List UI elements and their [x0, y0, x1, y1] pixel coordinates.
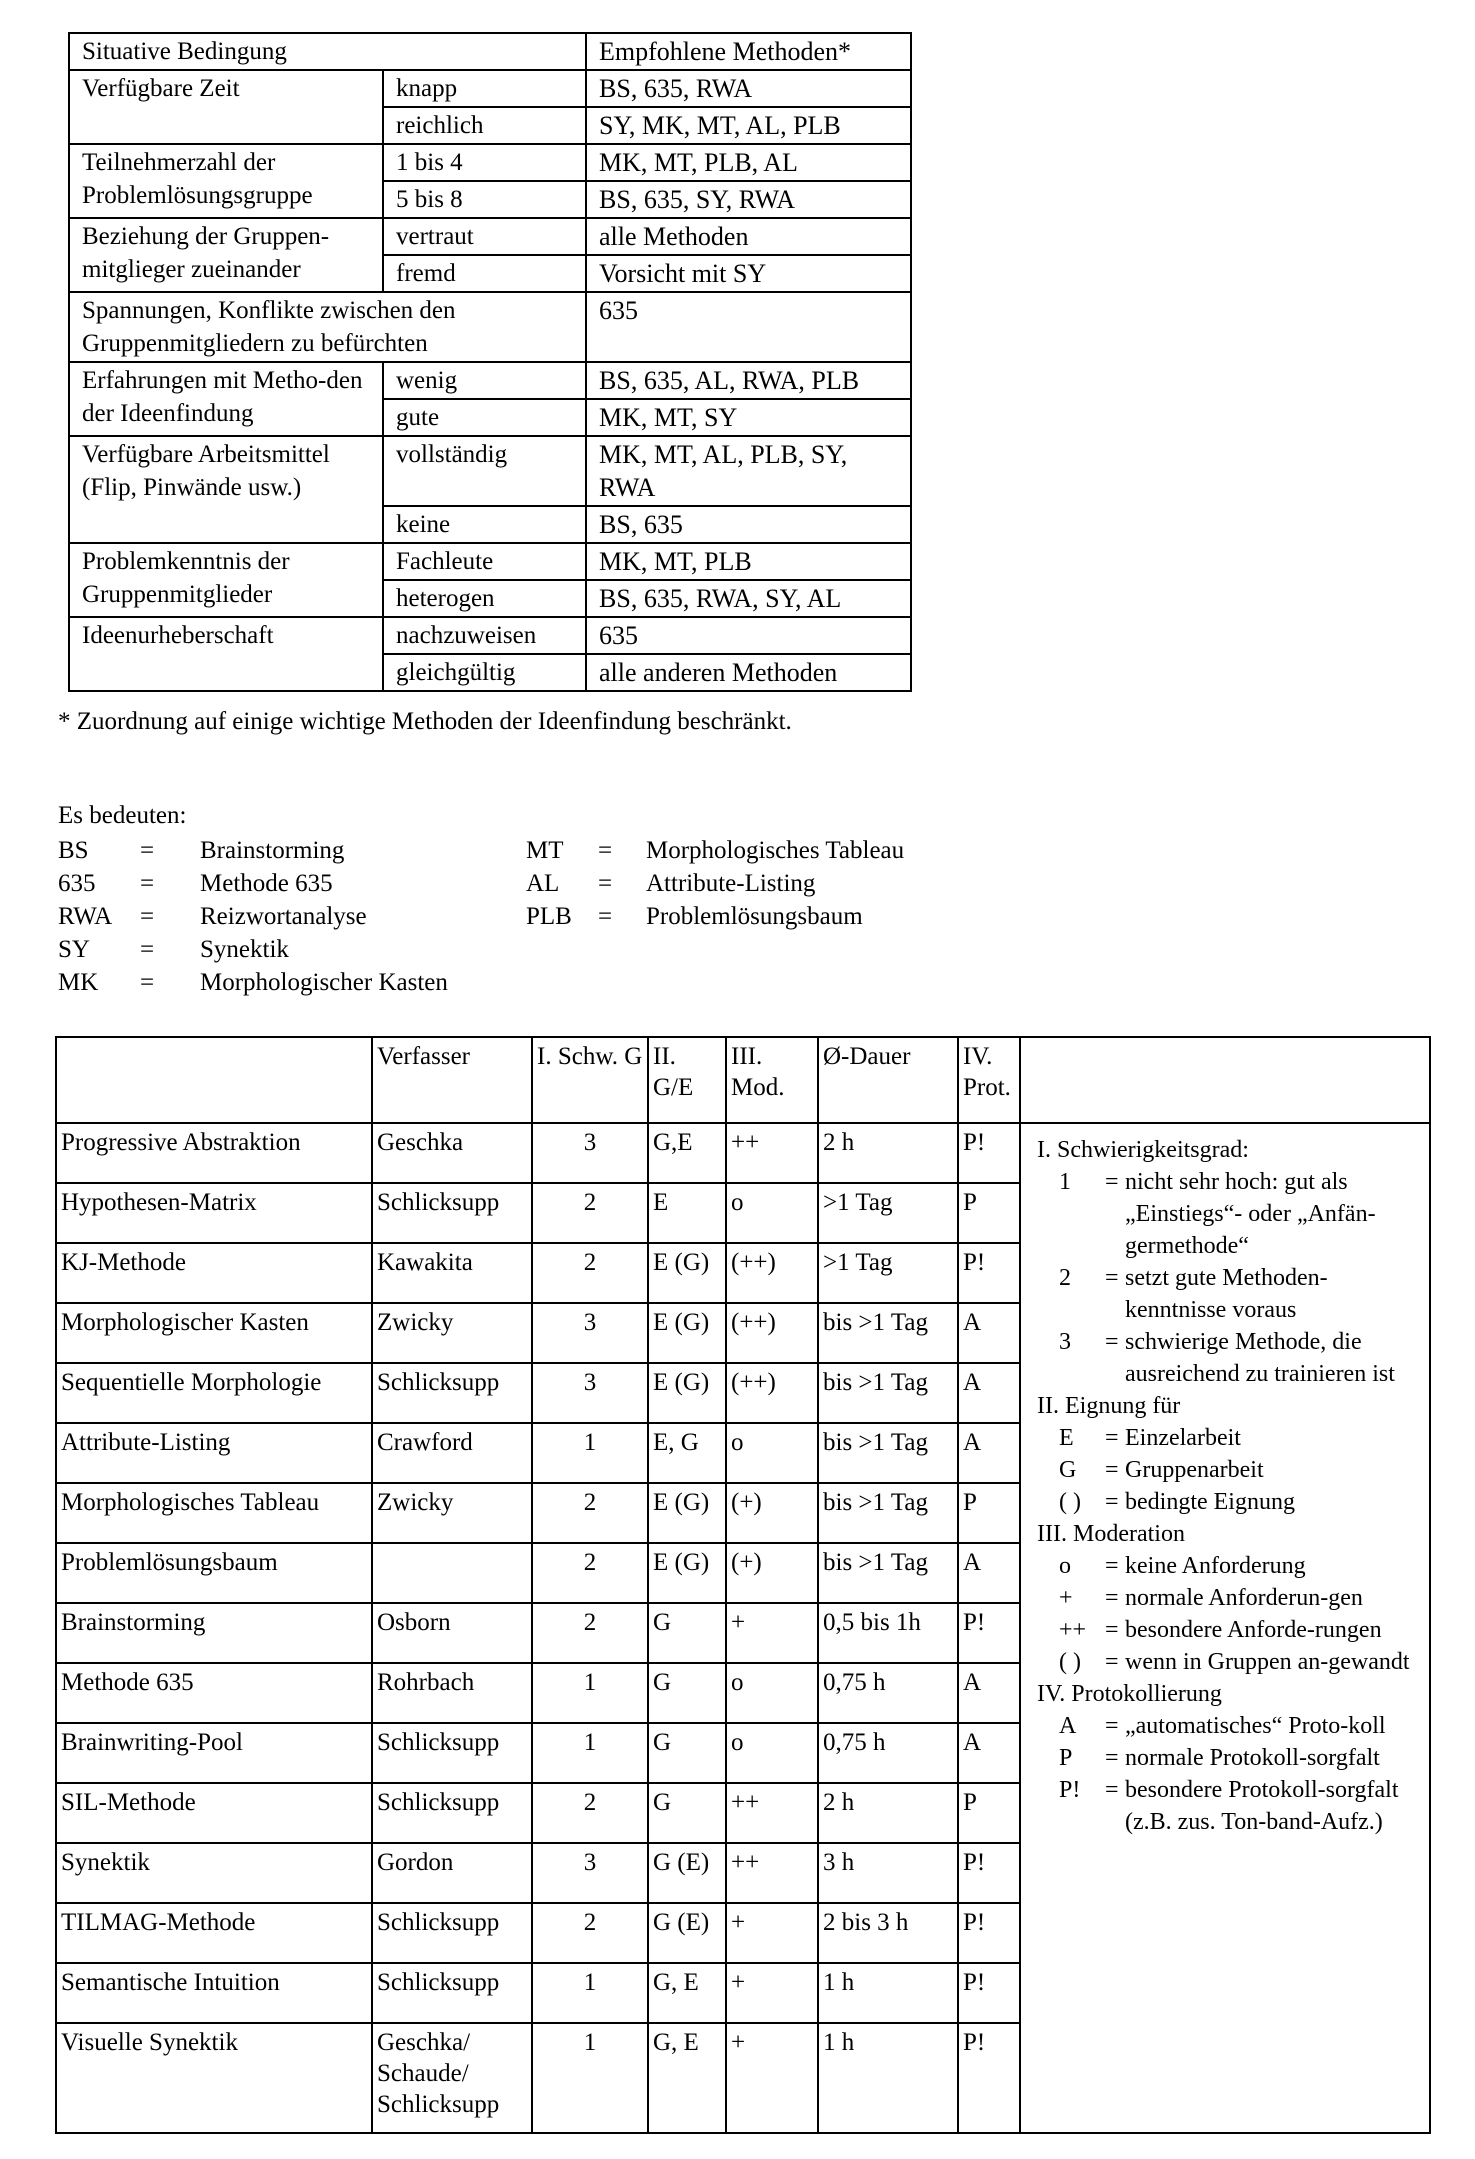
condition-cell: Spannungen, Konflikte zwischen den Gruppenmitgliedern zu befürchten: [69, 292, 586, 362]
author-cell: Zwicky: [372, 1483, 532, 1543]
methods-cell: BS, 635: [586, 506, 911, 543]
subcondition-cell: vollständig: [383, 436, 586, 506]
subcondition-cell: 5 bis 8: [383, 181, 586, 218]
author-cell: Rohrbach: [372, 1663, 532, 1723]
legend-equals: =: [140, 870, 155, 897]
key-item: [1037, 1454, 1421, 1486]
method-cell: Morphologisches Tableau: [56, 1483, 372, 1543]
legend-item: [526, 900, 904, 933]
difficulty-cell: 1: [532, 1723, 648, 1783]
suitability-cell: E (G): [648, 1243, 726, 1303]
key-symbol: P: [1059, 1745, 1073, 1771]
legend-name: Synektik: [200, 936, 289, 963]
suitability-cell: G: [648, 1783, 726, 1843]
key-symbol: +: [1059, 1585, 1073, 1611]
protocol-cell: A: [958, 1423, 1020, 1483]
key-item: [1037, 1550, 1421, 1582]
key-equals: =: [1105, 1713, 1119, 1739]
moderation-cell: (++): [726, 1303, 818, 1363]
difficulty-cell: 2: [532, 1903, 648, 1963]
protocol-cell: P!: [958, 1243, 1020, 1303]
subcondition-cell: vertraut: [383, 218, 586, 255]
condition-cell: Erfahrungen mit Metho-den der Ideenfindung: [69, 362, 383, 436]
protocol-cell: P: [958, 1483, 1020, 1543]
moderation-cell: ++: [726, 1123, 818, 1183]
author-cell: Schlicksupp: [372, 1183, 532, 1243]
subcondition-cell: nachzuweisen: [383, 617, 586, 654]
methods-cell: BS, 635, SY, RWA: [586, 181, 911, 218]
key-symbol: ++: [1059, 1617, 1087, 1643]
suitability-cell: E: [648, 1183, 726, 1243]
legend-name: Methode 635: [200, 870, 333, 897]
key-symbol: P!: [1059, 1777, 1081, 1803]
suitability-cell: E (G): [648, 1363, 726, 1423]
key-section-title: I. Schwierigkeitsgrad:: [1037, 1137, 1249, 1163]
header-suitability: II. G/E: [648, 1037, 726, 1123]
condition-cell: Ideenurheberschaft: [69, 617, 383, 691]
method-cell: Sequentielle Morphologie: [56, 1363, 372, 1423]
legend-name: Problemlösungsbaum: [646, 903, 863, 930]
moderation-cell: ++: [726, 1843, 818, 1903]
duration-cell: >1 Tag: [818, 1243, 958, 1303]
key-equals: =: [1105, 1745, 1119, 1771]
legend-item: [58, 834, 448, 867]
legend-name: Brainstorming: [200, 837, 345, 864]
legend-equals: =: [598, 870, 613, 897]
author-cell: Gordon: [372, 1843, 532, 1903]
key-text: setzt gute Methoden-kenntnisse voraus: [1125, 1265, 1328, 1323]
key-symbol: A: [1059, 1713, 1077, 1739]
moderation-cell: ++: [726, 1783, 818, 1843]
legend-equals: =: [598, 837, 613, 864]
legend-abbr: PLB: [526, 903, 572, 930]
key-item: [1037, 1486, 1421, 1518]
moderation-cell: (+): [726, 1483, 818, 1543]
method-cell: Progressive Abstraktion: [56, 1123, 372, 1183]
table-row: [69, 436, 911, 506]
protocol-cell: P!: [958, 2023, 1020, 2133]
key-item: [1037, 1742, 1421, 1774]
suitability-cell: G, E: [648, 1963, 726, 2023]
method-cell: Brainstorming: [56, 1603, 372, 1663]
key-symbol: 1: [1059, 1169, 1071, 1195]
condition-cell: Beziehung der Gruppen-mitglieger zueinander: [69, 218, 383, 292]
duration-cell: bis >1 Tag: [818, 1303, 958, 1363]
header-method: [56, 1037, 372, 1123]
moderation-cell: o: [726, 1183, 818, 1243]
method-cell: Synektik: [56, 1843, 372, 1903]
table-row: [56, 1123, 1430, 1183]
key-item: [1037, 1614, 1421, 1646]
methods-cell: alle anderen Methoden: [586, 654, 911, 691]
author-cell: Schlicksupp: [372, 1903, 532, 1963]
table-header-row: [69, 33, 911, 70]
header-key: [1020, 1037, 1430, 1123]
method-cell: KJ-Methode: [56, 1243, 372, 1303]
subcondition-cell: Fachleute: [383, 543, 586, 580]
author-cell: Schlicksupp: [372, 1363, 532, 1423]
method-cell: Morphologischer Kasten: [56, 1303, 372, 1363]
author-cell: Schlicksupp: [372, 1963, 532, 2023]
method-cell: Hypothesen-Matrix: [56, 1183, 372, 1243]
key-equals: =: [1105, 1169, 1119, 1195]
moderation-cell: +: [726, 1963, 818, 2023]
protocol-cell: P!: [958, 1903, 1020, 1963]
key-symbol: ( ): [1059, 1649, 1081, 1675]
key-item: [1037, 1582, 1421, 1614]
table-row: [69, 362, 911, 399]
suitability-cell: G (E): [648, 1843, 726, 1903]
subcondition-cell: keine: [383, 506, 586, 543]
difficulty-cell: 1: [532, 1663, 648, 1723]
moderation-cell: o: [726, 1423, 818, 1483]
header-difficulty: I. Schw. G: [532, 1037, 648, 1123]
duration-cell: 2 h: [818, 1123, 958, 1183]
protocol-cell: A: [958, 1363, 1020, 1423]
duration-cell: 1 h: [818, 1963, 958, 2023]
protocol-cell: A: [958, 1723, 1020, 1783]
key-equals: =: [1105, 1617, 1119, 1643]
method-cell: Attribute-Listing: [56, 1423, 372, 1483]
protocol-cell: P!: [958, 1603, 1020, 1663]
methods-cell: Vorsicht mit SY: [586, 255, 911, 292]
suitability-cell: G: [648, 1723, 726, 1783]
methods-table: [55, 1036, 1431, 2134]
key-symbol: ( ): [1059, 1489, 1081, 1515]
duration-cell: bis >1 Tag: [818, 1423, 958, 1483]
moderation-cell: (++): [726, 1363, 818, 1423]
difficulty-cell: 2: [532, 1603, 648, 1663]
key-text: normale Protokoll-sorgfalt: [1125, 1745, 1380, 1771]
table-row: [69, 70, 911, 107]
legend-equals: =: [140, 969, 155, 996]
protocol-cell: P: [958, 1783, 1020, 1843]
difficulty-cell: 3: [532, 1363, 648, 1423]
key-equals: =: [1105, 1553, 1119, 1579]
key-item: [1037, 1710, 1421, 1742]
legend-abbr: RWA: [58, 903, 113, 930]
legend-item: [58, 900, 448, 933]
header-methods: Empfohlene Methoden*: [586, 33, 911, 70]
subcondition-cell: heterogen: [383, 580, 586, 617]
difficulty-cell: 2: [532, 1483, 648, 1543]
legend-key-cell: [1020, 1123, 1430, 2133]
method-cell: Visuelle Synektik: [56, 2023, 372, 2133]
legend-abbr: 635: [58, 870, 96, 897]
methods-cell: MK, MT, PLB: [586, 543, 911, 580]
suitability-cell: G: [648, 1663, 726, 1723]
key-item: [1037, 1774, 1421, 1838]
methods-cell: BS, 635, RWA, SY, AL: [586, 580, 911, 617]
author-cell: Schlicksupp: [372, 1723, 532, 1783]
key-equals: =: [1105, 1329, 1119, 1355]
key-symbol: 3: [1059, 1329, 1071, 1355]
author-cell: Geschka: [372, 1123, 532, 1183]
author-cell: Schlicksupp: [372, 1783, 532, 1843]
protocol-cell: P!: [958, 1963, 1020, 2023]
moderation-cell: +: [726, 2023, 818, 2133]
duration-cell: 3 h: [818, 1843, 958, 1903]
key-symbol: 2: [1059, 1265, 1071, 1291]
key-text: Einzelarbeit: [1125, 1425, 1241, 1451]
table-row: [69, 617, 911, 654]
key-text: schwierige Methode, die ausreichend zu trainieren ist: [1125, 1329, 1395, 1387]
difficulty-cell: 2: [532, 1183, 648, 1243]
protocol-cell: A: [958, 1303, 1020, 1363]
method-cell: Methode 635: [56, 1663, 372, 1723]
duration-cell: 0,75 h: [818, 1663, 958, 1723]
suitability-cell: G,E: [648, 1123, 726, 1183]
key-equals: =: [1105, 1489, 1119, 1515]
methods-cell: 635: [586, 292, 911, 362]
protocol-cell: A: [958, 1663, 1020, 1723]
legend-item: [526, 867, 904, 900]
legend-item: [58, 966, 448, 999]
moderation-cell: (++): [726, 1243, 818, 1303]
header-author: Verfasser: [372, 1037, 532, 1123]
key-equals: =: [1105, 1649, 1119, 1675]
moderation-cell: +: [726, 1603, 818, 1663]
duration-cell: 1 h: [818, 2023, 958, 2133]
subcondition-cell: reichlich: [383, 107, 586, 144]
legend-name: Reizwortanalyse: [200, 903, 367, 930]
key-equals: =: [1105, 1457, 1119, 1483]
methods-cell: alle Methoden: [586, 218, 911, 255]
author-cell: Kawakita: [372, 1243, 532, 1303]
suitability-cell: G: [648, 1603, 726, 1663]
difficulty-cell: 2: [532, 1783, 648, 1843]
difficulty-cell: 2: [532, 1243, 648, 1303]
legend-name: Morphologischer Kasten: [200, 969, 448, 996]
duration-cell: 0,5 bis 1h: [818, 1603, 958, 1663]
method-cell: TILMAG-Methode: [56, 1903, 372, 1963]
difficulty-cell: 3: [532, 1303, 648, 1363]
legend-abbr: AL: [526, 870, 560, 897]
legend-name: Morphologisches Tableau: [646, 837, 905, 864]
key-text: besondere Anforde-rungen: [1125, 1617, 1382, 1643]
subcondition-cell: fremd: [383, 255, 586, 292]
key-section-title: III. Moderation: [1037, 1521, 1185, 1547]
table-row: [69, 144, 911, 181]
moderation-cell: +: [726, 1903, 818, 1963]
header-duration: Ø-Dauer: [818, 1037, 958, 1123]
subcondition-cell: gute: [383, 399, 586, 436]
protocol-cell: A: [958, 1543, 1020, 1603]
table-row: [69, 292, 911, 362]
methods-cell: MK, MT, AL, PLB, SY, RWA: [586, 436, 911, 506]
legend-abbr: BS: [58, 837, 89, 864]
legend-abbr: MK: [58, 969, 99, 996]
key-section-title: IV. Protokollierung: [1037, 1681, 1222, 1707]
duration-cell: 0,75 h: [818, 1723, 958, 1783]
difficulty-cell: 1: [532, 1423, 648, 1483]
methods-cell: MK, MT, PLB, AL: [586, 144, 911, 181]
legend-item: [58, 867, 448, 900]
method-cell: SIL-Methode: [56, 1783, 372, 1843]
key-text: nicht sehr hoch: gut als „Einstiegs“- oder „Anfän-germethode“: [1125, 1169, 1376, 1259]
key-item: [1037, 1422, 1421, 1454]
legend-item: [526, 834, 904, 867]
duration-cell: >1 Tag: [818, 1183, 958, 1243]
legend-key: [1037, 1134, 1421, 1838]
method-cell: Brainwriting-Pool: [56, 1723, 372, 1783]
key-equals: =: [1105, 1265, 1119, 1291]
condition-cell: Problemkenntnis der Gruppenmitglieder: [69, 543, 383, 617]
moderation-cell: (+): [726, 1543, 818, 1603]
key-text: normale Anforderun-gen: [1125, 1585, 1363, 1611]
legend-title: Es bedeuten:: [58, 802, 187, 829]
author-cell: Crawford: [372, 1423, 532, 1483]
key-text: besondere Protokoll-sorgfalt (z.B. zus. Ton-band-Aufz.): [1125, 1777, 1399, 1835]
methods-cell: 635: [586, 617, 911, 654]
key-item: [1037, 1262, 1421, 1326]
legend-right: [526, 834, 904, 933]
suitability-cell: G, E: [648, 2023, 726, 2133]
duration-cell: bis >1 Tag: [818, 1483, 958, 1543]
subcondition-cell: 1 bis 4: [383, 144, 586, 181]
author-cell: Geschka/ Schaude/ Schlicksupp: [372, 2023, 532, 2133]
condition-cell: Verfügbare Arbeitsmittel (Flip, Pinwände usw.): [69, 436, 383, 543]
methods-cell: BS, 635, AL, RWA, PLB: [586, 362, 911, 399]
suitability-cell: E, G: [648, 1423, 726, 1483]
author-cell: [372, 1543, 532, 1603]
suitability-cell: G (E): [648, 1903, 726, 1963]
condition-cell: Teilnehmerzahl der Problemlösungsgruppe: [69, 144, 383, 218]
legend-abbr: MT: [526, 837, 564, 864]
legend-item: [58, 933, 448, 966]
difficulty-cell: 1: [532, 1963, 648, 2023]
key-item: [1037, 1166, 1421, 1262]
subcondition-cell: wenig: [383, 362, 586, 399]
legend-abbr: SY: [58, 936, 90, 963]
header-protocol: IV. Prot.: [958, 1037, 1020, 1123]
key-text: „automatisches“ Proto-koll: [1125, 1713, 1386, 1739]
author-cell: Osborn: [372, 1603, 532, 1663]
legend-equals: =: [140, 837, 155, 864]
difficulty-cell: 3: [532, 1123, 648, 1183]
protocol-cell: P!: [958, 1123, 1020, 1183]
moderation-cell: o: [726, 1723, 818, 1783]
key-section-title: II. Eignung für: [1037, 1393, 1181, 1419]
moderation-cell: o: [726, 1663, 818, 1723]
legend-equals: =: [140, 903, 155, 930]
key-equals: =: [1105, 1425, 1119, 1451]
footnote: * Zuordnung auf einige wichtige Methoden der Ideenfindung beschränkt.: [58, 708, 792, 735]
protocol-cell: P: [958, 1183, 1020, 1243]
suitability-cell: E (G): [648, 1543, 726, 1603]
methods-cell: BS, 635, RWA: [586, 70, 911, 107]
key-equals: =: [1105, 1777, 1119, 1803]
condition-cell: Verfügbare Zeit: [69, 70, 383, 144]
subcondition-cell: knapp: [383, 70, 586, 107]
suitability-cell: E (G): [648, 1483, 726, 1543]
legend-equals: =: [598, 903, 613, 930]
difficulty-cell: 3: [532, 1843, 648, 1903]
key-equals: =: [1105, 1585, 1119, 1611]
key-symbol: E: [1059, 1425, 1074, 1451]
author-cell: Zwicky: [372, 1303, 532, 1363]
methods-cell: SY, MK, MT, AL, PLB: [586, 107, 911, 144]
duration-cell: bis >1 Tag: [818, 1543, 958, 1603]
key-item: [1037, 1326, 1421, 1390]
legend-name: Attribute-Listing: [646, 870, 816, 897]
key-text: wenn in Gruppen an-gewandt: [1125, 1649, 1410, 1675]
duration-cell: bis >1 Tag: [818, 1363, 958, 1423]
protocol-cell: P!: [958, 1843, 1020, 1903]
difficulty-cell: 2: [532, 1543, 648, 1603]
key-symbol: G: [1059, 1457, 1077, 1483]
duration-cell: 2 bis 3 h: [818, 1903, 958, 1963]
header-condition: Situative Bedingung: [69, 33, 586, 70]
legend-equals: =: [140, 936, 155, 963]
method-cell: Semantische Intuition: [56, 1963, 372, 2023]
difficulty-cell: 1: [532, 2023, 648, 2133]
conditions-table: [68, 32, 912, 692]
key-symbol: o: [1059, 1553, 1071, 1579]
table-header-row: [56, 1037, 1430, 1123]
subcondition-cell: gleichgültig: [383, 654, 586, 691]
key-text: keine Anforderung: [1125, 1553, 1306, 1579]
suitability-cell: E (G): [648, 1303, 726, 1363]
key-text: bedingte Eignung: [1125, 1489, 1295, 1515]
key-item: [1037, 1646, 1421, 1678]
method-cell: Problemlösungsbaum: [56, 1543, 372, 1603]
table-row: [69, 218, 911, 255]
table-row: [69, 543, 911, 580]
duration-cell: 2 h: [818, 1783, 958, 1843]
key-text: Gruppenarbeit: [1125, 1457, 1264, 1483]
header-moderation: III. Mod.: [726, 1037, 818, 1123]
legend-left: [58, 834, 448, 999]
methods-cell: MK, MT, SY: [586, 399, 911, 436]
